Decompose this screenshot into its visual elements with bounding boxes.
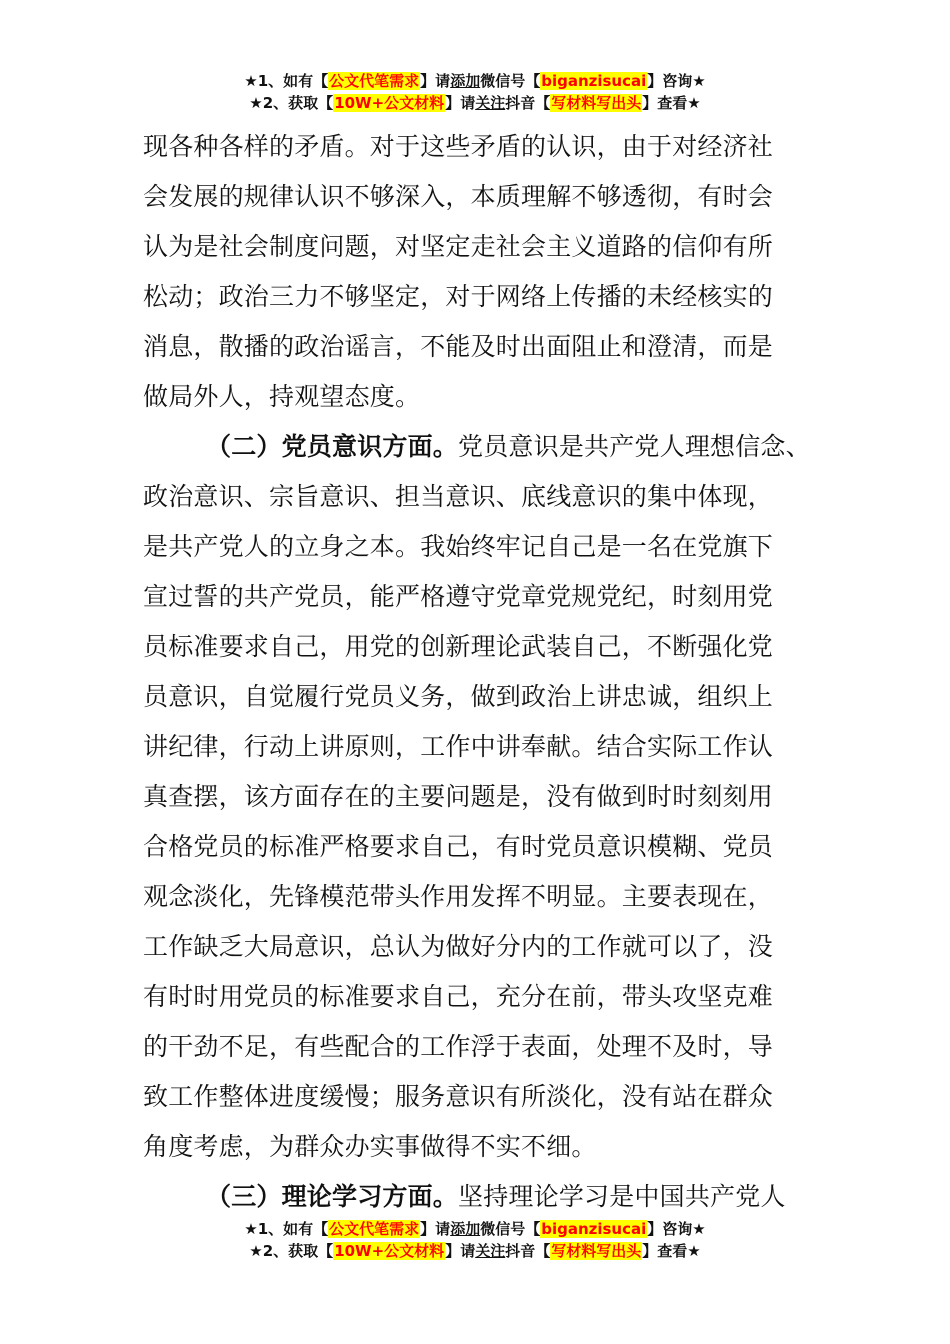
section-heading: （三）理论学习方面。 bbox=[206, 1182, 459, 1211]
footer-banner bbox=[0, 1218, 950, 1262]
banner-line-2: ★2、获取【10W+公文材料】请关注抖音【写材料写出头】查看★ bbox=[249, 94, 701, 112]
text-line: 的干劲不足，有些配合的工作浮于表面，处理不及时，导 bbox=[143, 1032, 774, 1061]
highlight-wechat-id: biganzisucai bbox=[541, 72, 647, 90]
text-line: 政治意识、宗旨意识、担当意识、底线意识的集中体现， bbox=[143, 482, 774, 511]
text-line: 工作缺乏大局意识，总认为做好分内的工作就可以了，没 bbox=[143, 932, 774, 961]
paragraph-continuation bbox=[143, 122, 823, 422]
text-line: 是共产党人的立身之本。我始终牢记自己是一名在党旗下 bbox=[143, 532, 774, 561]
text-line: 员标准要求自己，用党的创新理论武装自己，不断强化党 bbox=[143, 632, 774, 661]
text-line: 合格党员的标准严格要求自己，有时党员意识模糊、党员 bbox=[143, 832, 774, 861]
highlight-materials: 10W+公文材料 bbox=[334, 1242, 445, 1260]
text-line: 做局外人，持观望态度。 bbox=[143, 382, 421, 411]
document-body bbox=[143, 122, 823, 1222]
text-line: 员意识，自觉履行党员义务，做到政治上讲忠诚，组织上 bbox=[143, 682, 774, 711]
section-theory-study bbox=[143, 1172, 823, 1222]
highlight-service: 公文代笔需求 bbox=[329, 72, 420, 90]
text-line: （二）党员意识方面。党员意识是共产党人理想信念、 bbox=[206, 432, 811, 461]
highlight-materials: 10W+公文材料 bbox=[334, 94, 445, 112]
section-heading: （二）党员意识方面。 bbox=[206, 432, 459, 461]
section-party-awareness bbox=[143, 422, 823, 1172]
text-line: 真查摆，该方面存在的主要问题是，没有做到时时刻刻用 bbox=[143, 782, 774, 811]
highlight-wechat-id: biganzisucai bbox=[541, 1220, 647, 1238]
highlight-douyin-account: 写材料写出头 bbox=[551, 94, 642, 112]
header-banner bbox=[0, 70, 950, 114]
banner-line-1: ★1、如有【公文代笔需求】请添加微信号【biganzisucai】咨询★ bbox=[244, 72, 706, 90]
text-line: 现各种各样的矛盾。对于这些矛盾的认识，由于对经济社 bbox=[143, 132, 774, 161]
text-line: 致工作整体进度缓慢；服务意识有所淡化，没有站在群众 bbox=[143, 1082, 774, 1111]
text-line: 有时时用党员的标准要求自己，充分在前，带头攻坚克难 bbox=[143, 982, 774, 1011]
highlight-douyin-account: 写材料写出头 bbox=[551, 1242, 642, 1260]
text-line: 讲纪律，行动上讲原则，工作中讲奉献。结合实际工作认 bbox=[143, 732, 774, 761]
text-line: 认为是社会制度问题，对坚定走社会主义道路的信仰有所 bbox=[143, 232, 774, 261]
text-line: 消息，散播的政治谣言，不能及时出面阻止和澄清，而是 bbox=[143, 332, 774, 361]
text-line: 角度考虑，为群众办实事做得不实不细。 bbox=[143, 1132, 597, 1161]
highlight-service: 公文代笔需求 bbox=[329, 1220, 420, 1238]
banner-line-1: ★1、如有【公文代笔需求】请添加微信号【biganzisucai】咨询★ bbox=[244, 1220, 706, 1238]
text-line: 松动；政治三力不够坚定，对于网络上传播的未经核实的 bbox=[143, 282, 774, 311]
text-line: 宣过誓的共产党员，能严格遵守党章党规党纪，时刻用党 bbox=[143, 582, 774, 611]
banner-line-2: ★2、获取【10W+公文材料】请关注抖音【写材料写出头】查看★ bbox=[249, 1242, 701, 1260]
text-line: 观念淡化，先锋模范带头作用发挥不明显。主要表现在， bbox=[143, 882, 774, 911]
text-line: （三）理论学习方面。坚持理论学习是中国共产党人 bbox=[206, 1182, 786, 1211]
text-line: 会发展的规律认识不够深入，本质理解不够透彻，有时会 bbox=[143, 182, 774, 211]
